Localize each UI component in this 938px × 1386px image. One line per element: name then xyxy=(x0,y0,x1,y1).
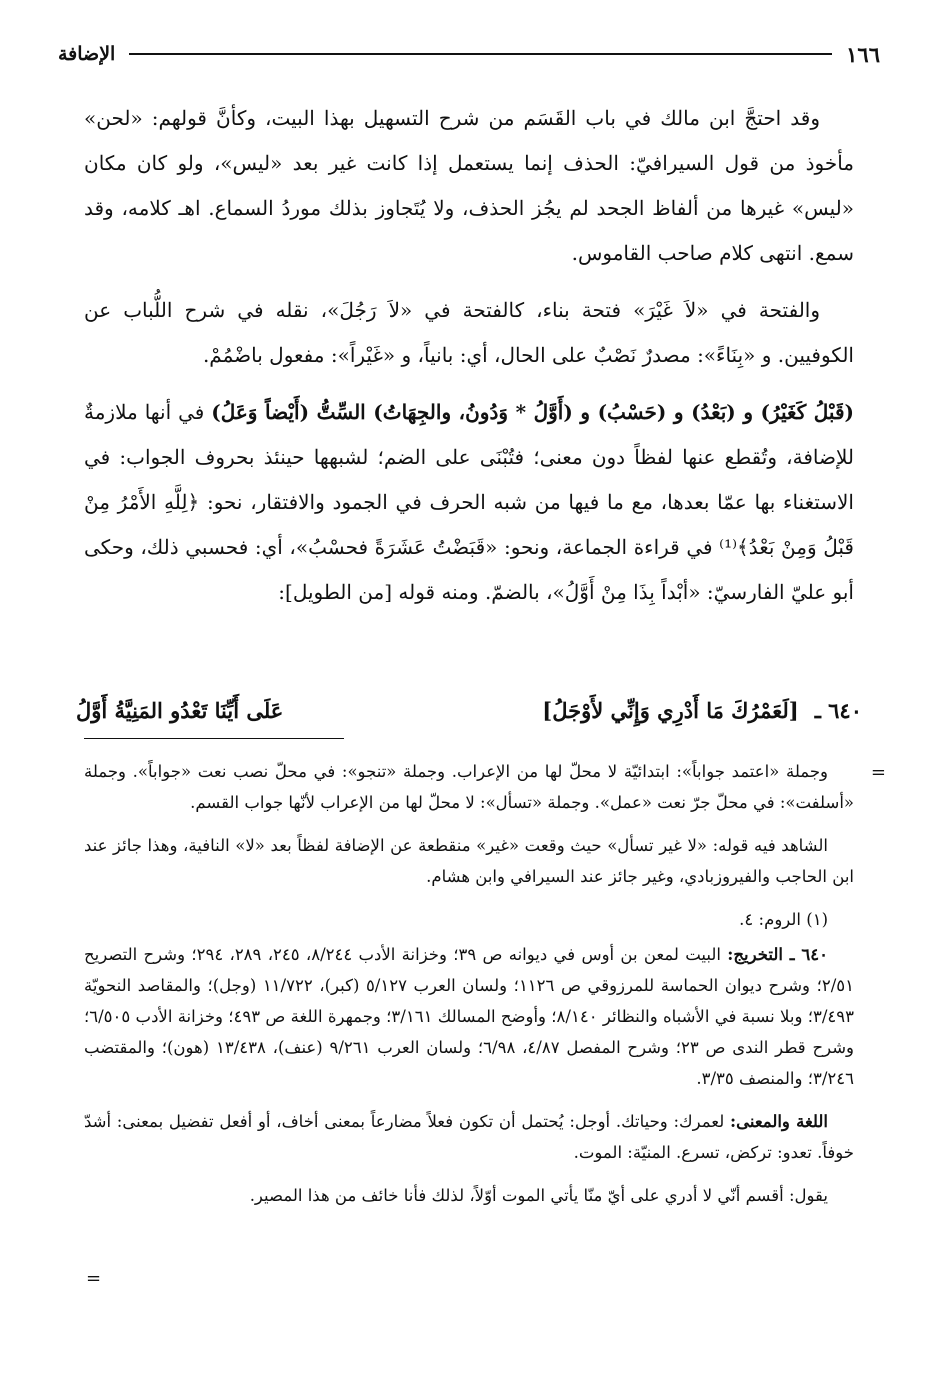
verse-first-hemistich: [لَعَمْرُكَ مَا أَدْرِي وَإِنِّي لأَوْجَلُ] xyxy=(542,697,799,723)
note-yaqul: يقول: أقسم أنّي لا أدري على أيّ منّا يأتي الموت أوّلاً، لذلك فأنا خائف من هذا المصير. xyxy=(249,1186,828,1205)
page-header xyxy=(58,34,880,74)
takhrij-label: ٦٤٠ ـ التخريج: xyxy=(727,945,828,964)
page-number: ١٦٦ xyxy=(846,41,880,67)
verse-second-hemistich: عَلَى أَيِّنَا تَعْدُو المَنِيَّةُ أَوَّلُ xyxy=(76,697,284,723)
paragraph-2: والفتحة في «لاَ غَيْرَ» فتحة بناء، كالفتحة في «لاَ رَجُلَ»، نقله في شرح اللُّباب عن الكوفيين. و «بِنَاءً»: مصدرٌ نَصْبٌ على الحال، أي: بانياً، و «غَيْراً»: مفعول باضْمُمْ. xyxy=(84,298,854,367)
note-lugha xyxy=(84,1106,854,1168)
main-text xyxy=(84,96,854,627)
poetry-verse xyxy=(76,684,862,736)
section-title: الإضافة xyxy=(58,43,116,65)
footnotes xyxy=(84,756,854,1223)
footnote-1: (١) الروم: ٤. xyxy=(739,910,828,929)
paragraph-1: وقد احتجَّ ابن مالك في باب القَسَم من شرح التسهيل بهذا البيت، وكأنَّ قولهم: «لحن» مأخوذ من قول السيرافيّ: الحذف إنما يستعمل إذا كانت غير بعد «ليس»، ولو كان مكان «ليس» غيرها من ألفاظ الجحد لم يجُز الحذف، ولا يُتَجاوز بذلك موردُ السماع. اهـ كلامه، وقد سمع. انتهى كلام صاحب القاموس. xyxy=(84,106,854,265)
continuation-mark-icon: = xyxy=(86,1268,102,1289)
lugha-label: اللغة والمعنى: xyxy=(730,1112,828,1131)
alfiyya-line: (قَبْلُ كَغَيْرُ) و (بَعْدُ) و (حَسْبُ) و (أَوَّلُ * وَدُونُ، والجِهَاتُ) السِّتُّ (أَيْضاً وَعَلُ) xyxy=(211,400,854,424)
note-takhrij xyxy=(84,939,854,1094)
takhrij-text: البيت لمعن بن أوس في ديوانه ص ٣٩؛ وخزانة الأدب ٨/٢٤٤، ٢٤٥، ٢٨٩، ٢٩٤؛ وشرح التصريح ٢/٥١؛ وشرح ديوان الحماسة للمرزوقي ص ١١٢٦؛ ولسان العرب ٥/١٢٧ (كبر)، ١١/٧٢٢ (وجل)؛ والمقاصد النحويّة ٣/٤٩٣؛ وبلا نسبة في الأشباه والنظائر ٨/١٤٠؛ وأوضح المسالك ٣/١٦١؛ وجمهرة اللغة ص ٤٩٣؛ وخزانة الأدب ٦/٥٠٥؛ وشرح قطر الندى ص ٢٣؛ وشرح المفصل ٤/٨٧، ٦/٩٨؛ ولسان العرب ٩/٢٦١ (عنف)، ١٣/٤٣٨ (هون)؛ والمقتضب ٣/٢٤٦؛ والمنصف ٣/٣٥. xyxy=(84,945,855,1088)
note-continuation: وجملة «اعتمد جواباً»: ابتدائيّة لا محلّ لها من الإعراب. وجملة «تنجو»: في محلّ نصب نعت «جواباً». وجملة «أسلفت»: في محلّ جرّ نعت «عمل». وجملة «تسأل»: لا محلّ لها من الإعراب لأنّها جواب القسم. xyxy=(84,762,854,812)
header-rule xyxy=(129,53,832,55)
lugha-text: لعمرك: وحياتك. أوجل: يُحتمل أن تكون فعلاً مضارعاً بمعنى أخاف، أو أفعل تفضيل بمعنى: أشدّ خوفاً. تعدو: تركض، تسرع. المنيّة: الموت. xyxy=(84,1112,854,1162)
verse-number: ٦٤٠ ـ xyxy=(814,697,862,723)
note-shahid: الشاهد فيه قوله: «لا غير تسأل» حيث وقعت «غير» منقطعة عن الإضافة لفظاً بعد «لا» النافية، وهذا جائز عند ابن الحاجب والفيروزبادي، وغير جائز عند السيرافي وابن هشام. xyxy=(84,836,854,886)
paragraph-3-text: في أنها ملازمةٌ للإضافة، وتُقطع عنها لفظاً دون معنى؛ فتُبْنَى على الضم؛ لشبهها حينئذ بحروف الجواب: في الاستغناء بها عمّا بعدها، مع ما فيها من شبه الحرف في الجمود والافتقار، نحو: ﴿لِلَّهِ الأَمْرُ مِنْ قَبْلُ وَمِنْ بَعْدُ﴾⁽¹⁾ في قراءة الجماعة، ونحو: «قَبَضْتُ عَشَرَةً فحسْبُ»، أي: فحسبي ذلك، وحكى أبو عليّ الفارسيّ: «أبْداً بِذَا مِنْ أَوَّلُ»، بالضمّ. ومنه قوله [من الطويل]: xyxy=(84,400,854,604)
continuation-mark-icon: = xyxy=(870,762,886,783)
footnote-separator xyxy=(84,738,344,739)
paragraph-3 xyxy=(84,390,854,615)
